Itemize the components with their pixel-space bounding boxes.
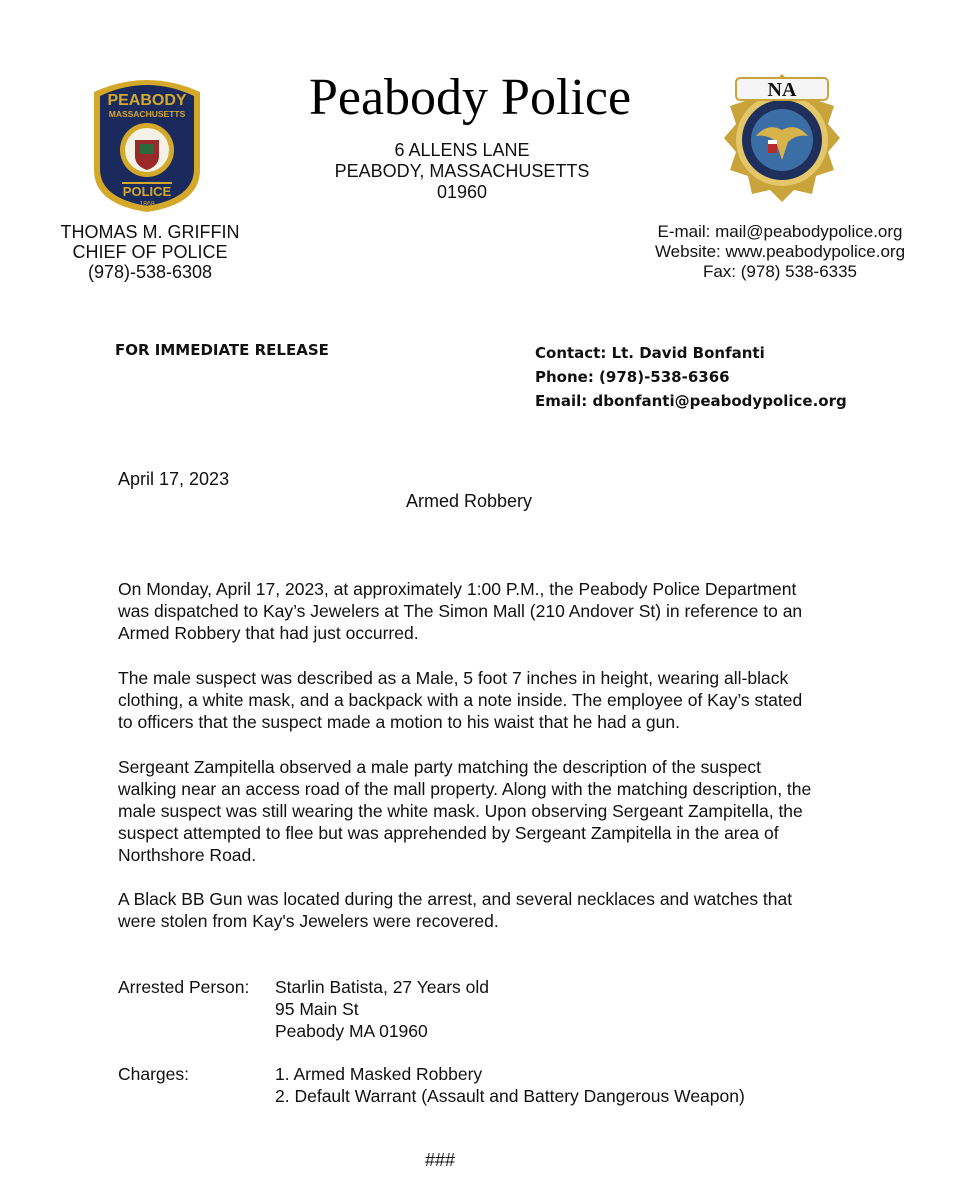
patch-top-text: PEABODY	[107, 92, 187, 109]
paragraph-line: Armed Robbery that had just occurred.	[118, 623, 419, 643]
release-subject: Armed Robbery	[405, 491, 533, 511]
immediate-release-label: FOR IMMEDIATE RELEASE	[115, 341, 329, 359]
chief-title: CHIEF OF POLICE	[72, 242, 228, 262]
paragraph-line: to officers that the suspect made a motion to his waist that he had a gun.	[118, 712, 680, 732]
department-address	[262, 140, 662, 203]
chief-block	[40, 222, 260, 282]
charges-list	[275, 1063, 745, 1107]
paragraph-line: The male suspect was described as a Male, 5 foot 7 inches in height, wearing all-black	[118, 668, 789, 688]
media-contact-name: Contact: Lt. David Bonfanti	[535, 344, 765, 362]
department-fax: Fax: (978) 538-6335	[702, 262, 858, 281]
media-contact-block	[535, 341, 847, 413]
arrested-person-street: 95 Main St	[275, 999, 359, 1019]
end-mark: ###	[424, 1150, 456, 1170]
patch-year: 1868	[139, 201, 155, 208]
body-paragraph-2	[118, 667, 878, 733]
paragraph-line: was dispatched to Kay’s Jewelers at The Simon Mall (210 Andover St) in reference to an	[118, 601, 803, 621]
patch-bottom-text: POLICE	[122, 184, 172, 199]
media-contact-phone: Phone: (978)-538-6366	[535, 368, 730, 386]
paragraph-line: suspect attempted to flee but was apprehended by Sergeant Zampitella in the area of	[118, 823, 779, 843]
address-line-1: 6 ALLENS LANE	[394, 140, 530, 160]
seal-na-text: NA	[767, 79, 797, 101]
arrested-person-details	[275, 976, 489, 1042]
paragraph-line: male suspect was still wearing the white mask. Upon observing Sergeant Zampitella, the	[118, 801, 803, 821]
national-academy-seal	[716, 72, 848, 204]
department-website[interactable]: Website: www.peabodypolice.org	[654, 242, 906, 261]
paragraph-line: clothing, a white mask, and a backpack with a note inside. The employee of Kay’s stated	[118, 690, 803, 710]
paragraph-line: were stolen from Kay's Jewelers were recovered.	[118, 911, 499, 931]
patch-sub-text: MASSACHUSETTS	[108, 109, 186, 119]
paragraph-line: On Monday, April 17, 2023, at approximately 1:00 P.M., the Peabody Police Department	[118, 579, 797, 599]
chief-phone: (978)-538-6308	[87, 262, 213, 282]
arrested-person-name: Starlin Batista, 27 Years old	[275, 977, 490, 997]
page-title: Peabody Police	[308, 69, 632, 126]
body-paragraph-4	[118, 888, 878, 932]
department-email[interactable]: E-mail: mail@peabodypolice.org	[657, 222, 903, 241]
charges-label: Charges:	[118, 1064, 190, 1084]
arrested-person-city: Peabody MA 01960	[275, 1021, 428, 1041]
peabody-police-patch-logo	[88, 74, 206, 214]
release-date: April 17, 2023	[118, 469, 230, 489]
department-contact-block	[620, 222, 940, 282]
address-line-2: PEABODY, MASSACHUSETTS	[334, 161, 590, 181]
chief-name: THOMAS M. GRIFFIN	[60, 222, 240, 242]
media-contact-email[interactable]: Email: dbonfanti@peabodypolice.org	[535, 392, 847, 410]
paragraph-line: A Black BB Gun was located during the arrest, and several necklaces and watches that	[118, 889, 793, 909]
paragraph-line: walking near an access road of the mall property. Along with the matching description, the	[118, 779, 812, 799]
body-paragraph-3	[118, 756, 878, 866]
charge-item: 2. Default Warrant (Assault and Battery Dangerous Weapon)	[275, 1086, 745, 1106]
charge-item: 1. Armed Masked Robbery	[275, 1064, 483, 1084]
fbi-national-academy-seal-icon	[716, 72, 848, 204]
peabody-police-patch-icon	[88, 74, 206, 214]
address-line-3: 01960	[436, 182, 488, 202]
arrested-person-label: Arrested Person:	[118, 977, 250, 997]
paragraph-line: Northshore Road.	[118, 845, 257, 865]
paragraph-line: Sergeant Zampitella observed a male party matching the description of the suspect	[118, 757, 761, 777]
body-paragraph-1	[118, 578, 878, 644]
